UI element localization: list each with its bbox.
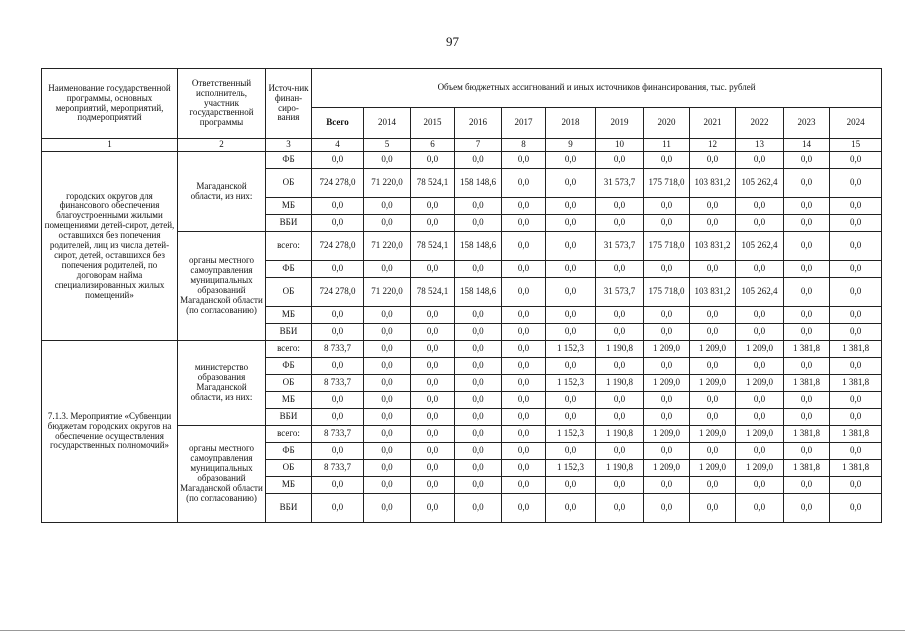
value-cell: 0,0 — [690, 198, 736, 215]
value-cell: 0,0 — [736, 494, 784, 523]
value-cell: 103 831,2 — [690, 169, 736, 198]
source-cell: ОБ — [266, 375, 312, 392]
value-cell: 103 831,2 — [690, 278, 736, 307]
value-cell: 0,0 — [690, 358, 736, 375]
value-cell: 0,0 — [596, 215, 644, 232]
value-cell: 1 381,8 — [830, 375, 882, 392]
value-cell: 0,0 — [690, 152, 736, 169]
value-cell: 0,0 — [364, 341, 411, 358]
value-cell: 105 262,4 — [736, 278, 784, 307]
column-number: 9 — [546, 139, 596, 152]
value-cell: 105 262,4 — [736, 232, 784, 261]
value-cell: 0,0 — [736, 215, 784, 232]
header-year: 2016 — [455, 108, 502, 139]
value-cell: 0,0 — [364, 261, 411, 278]
value-cell: 0,0 — [546, 494, 596, 523]
column-number: 12 — [690, 139, 736, 152]
value-cell: 0,0 — [455, 152, 502, 169]
value-cell: 158 148,6 — [455, 169, 502, 198]
value-cell: 1 209,0 — [736, 341, 784, 358]
value-cell: 1 209,0 — [644, 460, 690, 477]
value-cell: 0,0 — [784, 169, 830, 198]
value-cell: 0,0 — [411, 152, 455, 169]
value-cell: 103 831,2 — [690, 232, 736, 261]
value-cell: 0,0 — [546, 152, 596, 169]
value-cell: 0,0 — [364, 392, 411, 409]
value-cell: 175 718,0 — [644, 169, 690, 198]
value-cell: 0,0 — [690, 443, 736, 460]
value-cell: 1 381,8 — [830, 341, 882, 358]
value-cell: 1 209,0 — [736, 375, 784, 392]
header-source: Источ-ник финан-сиро-вания — [266, 69, 312, 139]
value-cell: 1 152,3 — [546, 460, 596, 477]
value-cell: 0,0 — [644, 477, 690, 494]
total-cell: 0,0 — [312, 358, 364, 375]
value-cell: 0,0 — [546, 307, 596, 324]
source-cell: МБ — [266, 392, 312, 409]
value-cell: 0,0 — [502, 169, 546, 198]
column-number: 1 — [42, 139, 178, 152]
responsible-cell: органы местного самоуправления муниципальных образований Магаданской области (по согласованию) — [178, 232, 266, 341]
value-cell: 0,0 — [784, 261, 830, 278]
value-cell: 0,0 — [411, 460, 455, 477]
value-cell: 0,0 — [455, 426, 502, 443]
value-cell: 0,0 — [596, 198, 644, 215]
value-cell: 0,0 — [830, 261, 882, 278]
source-cell: ФБ — [266, 358, 312, 375]
value-cell: 0,0 — [546, 443, 596, 460]
value-cell: 0,0 — [736, 307, 784, 324]
value-cell: 31 573,7 — [596, 232, 644, 261]
value-cell: 0,0 — [644, 443, 690, 460]
value-cell: 1 209,0 — [644, 341, 690, 358]
value-cell: 0,0 — [411, 494, 455, 523]
value-cell: 0,0 — [644, 494, 690, 523]
value-cell: 1 209,0 — [736, 460, 784, 477]
total-cell: 0,0 — [312, 215, 364, 232]
value-cell: 0,0 — [830, 307, 882, 324]
value-cell: 0,0 — [736, 409, 784, 426]
value-cell: 0,0 — [364, 375, 411, 392]
value-cell: 0,0 — [411, 324, 455, 341]
value-cell: 0,0 — [784, 307, 830, 324]
table-row — [42, 152, 882, 169]
value-cell: 0,0 — [830, 477, 882, 494]
value-cell: 0,0 — [690, 324, 736, 341]
header-year: 2017 — [502, 108, 546, 139]
value-cell: 0,0 — [411, 409, 455, 426]
total-cell: 0,0 — [312, 152, 364, 169]
source-cell: ОБ — [266, 278, 312, 307]
value-cell: 0,0 — [502, 278, 546, 307]
value-cell: 0,0 — [411, 443, 455, 460]
value-cell: 0,0 — [455, 443, 502, 460]
value-cell: 0,0 — [546, 392, 596, 409]
column-number: 10 — [596, 139, 644, 152]
value-cell: 0,0 — [502, 426, 546, 443]
source-cell: ОБ — [266, 169, 312, 198]
column-number: 15 — [830, 139, 882, 152]
source-cell: всего: — [266, 341, 312, 358]
value-cell: 0,0 — [455, 409, 502, 426]
value-cell: 0,0 — [455, 341, 502, 358]
header-year: 2018 — [546, 108, 596, 139]
value-cell: 78 524,1 — [411, 232, 455, 261]
value-cell: 0,0 — [502, 232, 546, 261]
page-edge-line — [0, 630, 905, 631]
value-cell: 0,0 — [596, 392, 644, 409]
value-cell: 1 152,3 — [546, 375, 596, 392]
value-cell: 1 209,0 — [736, 426, 784, 443]
source-cell: ОБ — [266, 460, 312, 477]
value-cell: 0,0 — [502, 324, 546, 341]
value-cell: 0,0 — [830, 494, 882, 523]
value-cell: 0,0 — [830, 443, 882, 460]
value-cell: 78 524,1 — [411, 169, 455, 198]
value-cell: 0,0 — [596, 261, 644, 278]
value-cell: 0,0 — [502, 215, 546, 232]
total-cell: 0,0 — [312, 392, 364, 409]
header-year: 2019 — [596, 108, 644, 139]
value-cell: 0,0 — [784, 358, 830, 375]
total-cell: 0,0 — [312, 494, 364, 523]
value-cell: 0,0 — [784, 477, 830, 494]
value-cell: 0,0 — [830, 392, 882, 409]
value-cell: 1 209,0 — [690, 341, 736, 358]
total-cell: 724 278,0 — [312, 169, 364, 198]
source-cell: МБ — [266, 198, 312, 215]
value-cell: 0,0 — [784, 409, 830, 426]
value-cell: 0,0 — [596, 324, 644, 341]
value-cell: 0,0 — [690, 215, 736, 232]
value-cell: 0,0 — [411, 307, 455, 324]
column-number: 5 — [364, 139, 411, 152]
value-cell: 0,0 — [546, 198, 596, 215]
value-cell: 0,0 — [644, 215, 690, 232]
header-responsible: Ответственный исполнитель, участник государственной программы — [178, 69, 266, 139]
value-cell: 1 209,0 — [690, 460, 736, 477]
total-cell: 0,0 — [312, 324, 364, 341]
value-cell: 158 148,6 — [455, 232, 502, 261]
value-cell: 0,0 — [364, 215, 411, 232]
column-number: 2 — [178, 139, 266, 152]
value-cell: 0,0 — [455, 215, 502, 232]
value-cell: 0,0 — [830, 278, 882, 307]
value-cell: 1 209,0 — [690, 375, 736, 392]
value-cell: 0,0 — [502, 341, 546, 358]
column-number: 4 — [312, 139, 364, 152]
source-cell: ФБ — [266, 261, 312, 278]
value-cell: 1 190,8 — [596, 426, 644, 443]
value-cell: 0,0 — [502, 307, 546, 324]
value-cell: 0,0 — [830, 324, 882, 341]
total-cell: 8 733,7 — [312, 341, 364, 358]
value-cell: 1 190,8 — [596, 375, 644, 392]
value-cell: 0,0 — [364, 460, 411, 477]
value-cell: 0,0 — [830, 358, 882, 375]
value-cell: 0,0 — [364, 307, 411, 324]
source-cell: ФБ — [266, 443, 312, 460]
column-number-row — [42, 139, 882, 152]
value-cell: 0,0 — [546, 324, 596, 341]
source-cell: МБ — [266, 477, 312, 494]
value-cell: 1 209,0 — [690, 426, 736, 443]
value-cell: 0,0 — [411, 426, 455, 443]
value-cell: 0,0 — [596, 409, 644, 426]
value-cell: 0,0 — [364, 324, 411, 341]
value-cell: 0,0 — [644, 198, 690, 215]
value-cell: 1 381,8 — [784, 426, 830, 443]
value-cell: 0,0 — [364, 409, 411, 426]
source-cell: ВБИ — [266, 324, 312, 341]
value-cell: 0,0 — [455, 375, 502, 392]
value-cell: 0,0 — [830, 215, 882, 232]
value-cell: 0,0 — [784, 278, 830, 307]
value-cell: 1 152,3 — [546, 426, 596, 443]
budget-table — [41, 68, 882, 523]
value-cell: 31 573,7 — [596, 278, 644, 307]
value-cell: 0,0 — [830, 409, 882, 426]
total-cell: 724 278,0 — [312, 278, 364, 307]
value-cell: 1 381,8 — [830, 426, 882, 443]
header-year: 2014 — [364, 108, 411, 139]
total-cell: 8 733,7 — [312, 460, 364, 477]
source-cell: ВБИ — [266, 494, 312, 523]
value-cell: 0,0 — [455, 198, 502, 215]
value-cell: 0,0 — [644, 152, 690, 169]
value-cell: 0,0 — [690, 392, 736, 409]
value-cell: 0,0 — [502, 261, 546, 278]
value-cell: 0,0 — [411, 215, 455, 232]
value-cell: 0,0 — [736, 477, 784, 494]
value-cell: 78 524,1 — [411, 278, 455, 307]
value-cell: 0,0 — [784, 152, 830, 169]
value-cell: 0,0 — [502, 358, 546, 375]
value-cell: 0,0 — [830, 169, 882, 198]
value-cell: 0,0 — [546, 232, 596, 261]
value-cell: 175 718,0 — [644, 278, 690, 307]
value-cell: 0,0 — [364, 152, 411, 169]
value-cell: 0,0 — [364, 477, 411, 494]
header-year: 2021 — [690, 108, 736, 139]
value-cell: 0,0 — [411, 477, 455, 494]
value-cell: 0,0 — [736, 443, 784, 460]
total-cell: 0,0 — [312, 261, 364, 278]
value-cell: 0,0 — [546, 169, 596, 198]
column-number: 6 — [411, 139, 455, 152]
value-cell: 1 209,0 — [644, 426, 690, 443]
value-cell: 0,0 — [736, 152, 784, 169]
source-cell: ФБ — [266, 152, 312, 169]
value-cell: 0,0 — [784, 443, 830, 460]
value-cell: 0,0 — [830, 198, 882, 215]
value-cell: 0,0 — [411, 358, 455, 375]
responsible-cell: органы местного самоуправления муниципальных образований Магаданской области (по согласованию) — [178, 426, 266, 523]
value-cell: 1 190,8 — [596, 460, 644, 477]
value-cell: 0,0 — [546, 358, 596, 375]
value-cell: 0,0 — [455, 261, 502, 278]
total-cell: 0,0 — [312, 443, 364, 460]
value-cell: 1 190,8 — [596, 341, 644, 358]
table-row — [42, 341, 882, 358]
total-cell: 0,0 — [312, 409, 364, 426]
value-cell: 0,0 — [411, 341, 455, 358]
value-cell: 0,0 — [455, 358, 502, 375]
responsible-cell: Магаданской области, из них: — [178, 152, 266, 232]
source-cell: МБ — [266, 307, 312, 324]
value-cell: 0,0 — [455, 477, 502, 494]
value-cell: 0,0 — [690, 409, 736, 426]
value-cell: 0,0 — [830, 152, 882, 169]
value-cell: 0,0 — [784, 215, 830, 232]
page-number: 97 — [446, 34, 459, 49]
header-year: 2020 — [644, 108, 690, 139]
value-cell: 0,0 — [455, 494, 502, 523]
value-cell: 0,0 — [411, 375, 455, 392]
value-cell: 0,0 — [546, 477, 596, 494]
value-cell: 0,0 — [546, 215, 596, 232]
header-volume: Объем бюджетных ассигнований и иных источников финансирования, тыс. рублей — [312, 69, 882, 108]
program-name-cell: городских округов для финансового обеспечения благоустроенными жилыми помещениями детей-сирот, детей, оставшихся без попечения родителей, лиц из числа детей-сирот, детей, оставшихся без попечения родителей, по договорам найма специализированных жилых помещений» — [42, 152, 178, 341]
total-cell: 0,0 — [312, 477, 364, 494]
table-body — [42, 139, 882, 523]
responsible-cell: министерство образования Магаданской области, из них: — [178, 341, 266, 426]
value-cell: 0,0 — [502, 375, 546, 392]
total-cell: 0,0 — [312, 307, 364, 324]
value-cell: 0,0 — [690, 494, 736, 523]
value-cell: 0,0 — [546, 261, 596, 278]
column-number: 7 — [455, 139, 502, 152]
header-total: Всего — [312, 108, 364, 139]
value-cell: 0,0 — [690, 307, 736, 324]
column-number: 13 — [736, 139, 784, 152]
value-cell: 1 381,8 — [784, 341, 830, 358]
value-cell: 0,0 — [784, 494, 830, 523]
column-number: 14 — [784, 139, 830, 152]
value-cell: 1 381,8 — [784, 460, 830, 477]
value-cell: 0,0 — [502, 494, 546, 523]
value-cell: 1 152,3 — [546, 341, 596, 358]
value-cell: 0,0 — [502, 409, 546, 426]
value-cell: 0,0 — [736, 198, 784, 215]
value-cell: 0,0 — [596, 307, 644, 324]
value-cell: 0,0 — [411, 261, 455, 278]
table-header — [42, 69, 882, 139]
column-number: 11 — [644, 139, 690, 152]
value-cell: 158 148,6 — [455, 278, 502, 307]
header-name: Наименование государственной программы, основных мероприятий, мероприятий, подмероприятий — [42, 69, 178, 139]
value-cell: 0,0 — [455, 324, 502, 341]
value-cell: 0,0 — [596, 443, 644, 460]
value-cell: 0,0 — [596, 477, 644, 494]
source-cell: ВБИ — [266, 409, 312, 426]
value-cell: 0,0 — [411, 392, 455, 409]
total-cell: 8 733,7 — [312, 426, 364, 443]
value-cell: 1 381,8 — [784, 375, 830, 392]
value-cell: 0,0 — [502, 392, 546, 409]
value-cell: 105 262,4 — [736, 169, 784, 198]
value-cell: 0,0 — [546, 278, 596, 307]
value-cell: 0,0 — [596, 152, 644, 169]
value-cell: 0,0 — [596, 494, 644, 523]
value-cell: 0,0 — [364, 494, 411, 523]
value-cell: 0,0 — [644, 261, 690, 278]
value-cell: 0,0 — [784, 392, 830, 409]
value-cell: 0,0 — [644, 324, 690, 341]
header-year: 2023 — [784, 108, 830, 139]
value-cell: 0,0 — [784, 232, 830, 261]
source-cell: ВБИ — [266, 215, 312, 232]
header-year: 2015 — [411, 108, 455, 139]
value-cell: 0,0 — [502, 198, 546, 215]
value-cell: 0,0 — [644, 307, 690, 324]
value-cell: 71 220,0 — [364, 278, 411, 307]
value-cell: 0,0 — [644, 409, 690, 426]
header-year: 2022 — [736, 108, 784, 139]
value-cell: 0,0 — [364, 358, 411, 375]
value-cell: 0,0 — [364, 426, 411, 443]
value-cell: 0,0 — [690, 477, 736, 494]
value-cell: 0,0 — [502, 443, 546, 460]
column-number: 8 — [502, 139, 546, 152]
value-cell: 0,0 — [784, 198, 830, 215]
value-cell: 0,0 — [830, 232, 882, 261]
value-cell: 0,0 — [644, 392, 690, 409]
value-cell: 0,0 — [455, 460, 502, 477]
value-cell: 175 718,0 — [644, 232, 690, 261]
value-cell: 0,0 — [411, 198, 455, 215]
value-cell: 0,0 — [364, 198, 411, 215]
value-cell: 0,0 — [644, 358, 690, 375]
value-cell: 71 220,0 — [364, 232, 411, 261]
value-cell: 0,0 — [455, 307, 502, 324]
value-cell: 0,0 — [736, 261, 784, 278]
value-cell: 71 220,0 — [364, 169, 411, 198]
value-cell: 0,0 — [502, 477, 546, 494]
value-cell: 0,0 — [502, 460, 546, 477]
value-cell: 31 573,7 — [596, 169, 644, 198]
total-cell: 724 278,0 — [312, 232, 364, 261]
value-cell: 1 209,0 — [644, 375, 690, 392]
source-cell: всего: — [266, 232, 312, 261]
header-year: 2024 — [830, 108, 882, 139]
value-cell: 0,0 — [502, 152, 546, 169]
total-cell: 8 733,7 — [312, 375, 364, 392]
value-cell: 0,0 — [736, 324, 784, 341]
value-cell: 0,0 — [690, 261, 736, 278]
value-cell: 1 381,8 — [830, 460, 882, 477]
value-cell: 0,0 — [546, 409, 596, 426]
source-cell: всего: — [266, 426, 312, 443]
value-cell: 0,0 — [736, 358, 784, 375]
total-cell: 0,0 — [312, 198, 364, 215]
column-number: 3 — [266, 139, 312, 152]
program-name-cell: 7.1.3. Мероприятие «Субвенции бюджетам городских округов на обеспечение осуществления государственных полномочий» — [42, 341, 178, 523]
value-cell: 0,0 — [455, 392, 502, 409]
value-cell: 0,0 — [596, 358, 644, 375]
value-cell: 0,0 — [736, 392, 784, 409]
value-cell: 0,0 — [364, 443, 411, 460]
value-cell: 0,0 — [784, 324, 830, 341]
